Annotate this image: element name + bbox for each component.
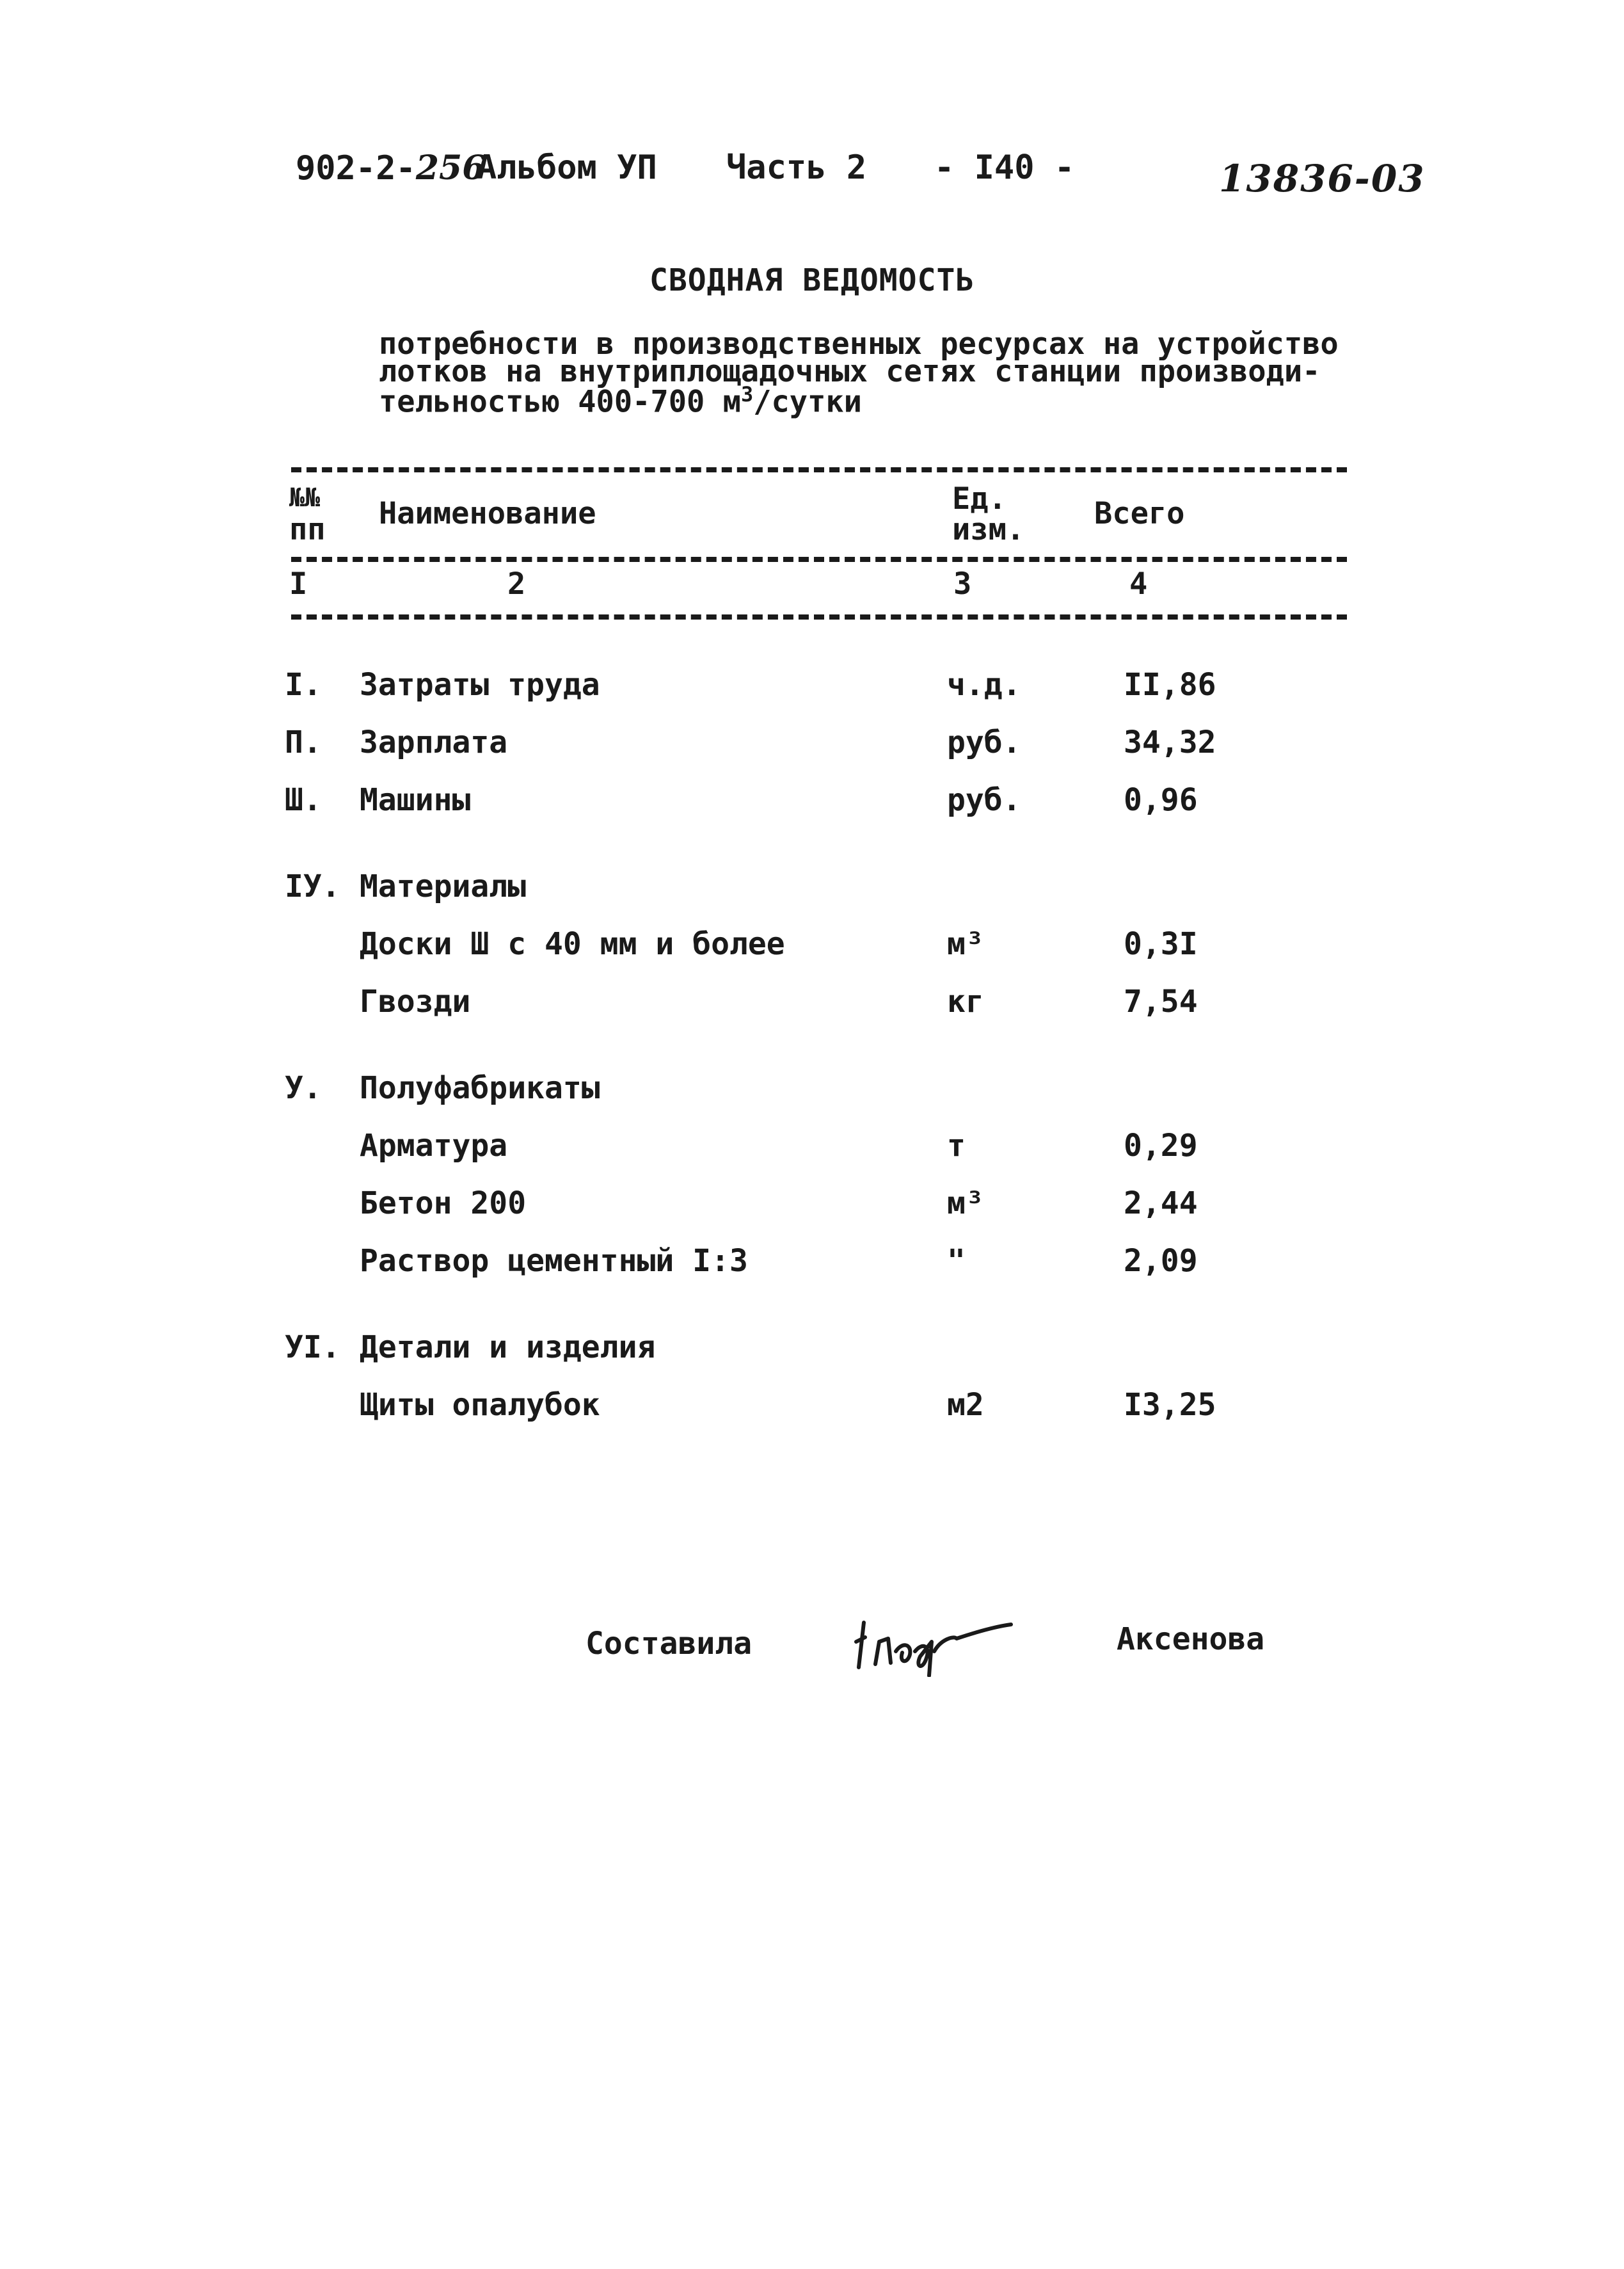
table-top-rule	[291, 467, 1347, 472]
row-name: Затраты труда	[360, 667, 600, 703]
row-name: Материалы	[360, 869, 527, 904]
col-number-2: 2	[507, 566, 526, 602]
row-number: П.	[285, 725, 322, 760]
row-number: Ш.	[285, 782, 322, 818]
row-unit: "	[947, 1243, 966, 1279]
row-value: 34,32	[1124, 725, 1216, 760]
row-number: I.	[285, 667, 322, 703]
row-name: Раствор цементный I:3	[360, 1243, 748, 1279]
row-number: IУ.	[285, 869, 340, 904]
col-total-header: Всего	[1094, 496, 1185, 531]
col-num-header-top: №№	[289, 483, 321, 513]
col-number-1: I	[289, 566, 308, 602]
row-value: 2,09	[1124, 1243, 1198, 1279]
subtitle-line-3	[379, 382, 862, 420]
row-value: II,86	[1124, 667, 1216, 703]
subtitle-tail: /сутки	[753, 384, 862, 420]
row-name: Арматура	[360, 1128, 508, 1164]
signature-name: Аксенова	[1117, 1621, 1265, 1657]
col-num-header-bottom: пп	[289, 512, 326, 547]
header-divider-rule	[291, 557, 1347, 562]
row-unit: кг	[947, 984, 984, 1020]
row-value: 2,44	[1124, 1185, 1198, 1221]
row-value: 7,54	[1124, 984, 1198, 1020]
page-number: - I40 -	[934, 148, 1075, 187]
col-number-3: 3	[953, 566, 972, 602]
part-label: Часть 2	[726, 148, 867, 187]
row-name: Зарплата	[360, 725, 508, 760]
row-name: Щиты опалубок	[360, 1387, 600, 1423]
col-unit-header-bottom: изм.	[952, 512, 1025, 547]
row-name: Полуфабрикаты	[360, 1070, 600, 1106]
subtitle-text: тельностью 400-700 м	[379, 384, 741, 420]
subtitle-line-1: потребности в производственных ресурсах на устройство	[379, 326, 1339, 362]
row-number: У.	[285, 1070, 322, 1106]
row-value: 0,96	[1124, 782, 1198, 818]
table-header-bottom-rule	[291, 614, 1347, 620]
album-label: Альбом УП	[477, 148, 657, 187]
row-unit: м³	[947, 926, 984, 962]
signature-role: Составила	[585, 1626, 752, 1662]
row-name: Гвозди	[360, 984, 471, 1020]
row-name: Машины	[360, 782, 471, 818]
row-value: 0,29	[1124, 1128, 1198, 1164]
row-name: Доски Ш с 40 мм и более	[360, 926, 785, 962]
superscript: 3	[740, 382, 754, 406]
row-unit: т	[947, 1128, 966, 1164]
row-value: 0,3I	[1124, 926, 1198, 962]
row-unit: руб.	[947, 782, 1021, 818]
col-unit-header-top: Ед.	[952, 481, 1007, 517]
subtitle-line-2: лотков на внутриплощадочных сетях станции производи-	[379, 354, 1321, 389]
document-code	[296, 148, 485, 188]
row-number: УI.	[285, 1329, 340, 1365]
col-name-header: Наименование	[379, 496, 596, 531]
col-number-4: 4	[1129, 566, 1148, 602]
page-title: СВОДНАЯ ВЕДОМОСТЬ	[649, 262, 975, 298]
row-unit: м³	[947, 1185, 984, 1221]
document-code-handwritten: 256	[415, 148, 486, 188]
handwritten-signature	[851, 1607, 1024, 1677]
row-value: I3,25	[1124, 1387, 1216, 1423]
doc-registration-number: 13836-03	[1219, 157, 1426, 200]
document-code-prefix: 902-2-	[296, 149, 416, 188]
row-unit: м2	[947, 1387, 984, 1423]
row-unit: руб.	[947, 725, 1021, 760]
row-unit: ч.д.	[947, 667, 1021, 703]
row-name: Детали и изделия	[360, 1329, 656, 1365]
row-name: Бетон 200	[360, 1185, 527, 1221]
